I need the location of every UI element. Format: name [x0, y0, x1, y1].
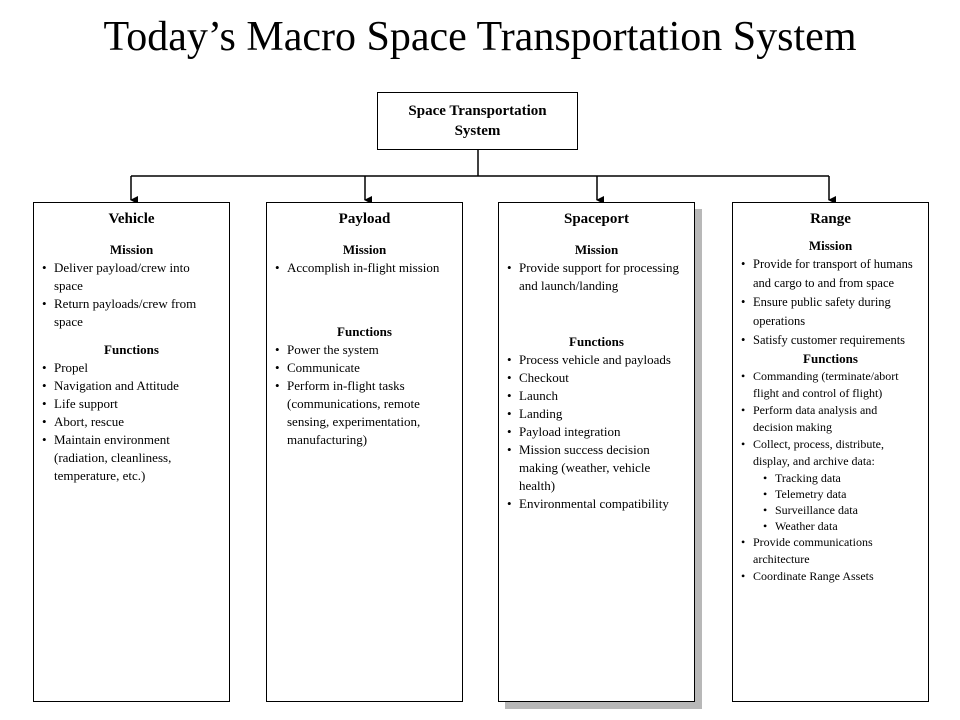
list-item: • Maintain environment (radiation, cleanliness, temperature, etc.)	[42, 431, 221, 485]
list-item: • Landing	[507, 405, 686, 423]
list-item: • Perform in-flight tasks (communications, remote sensing, experimentation, manufacturing)	[275, 377, 454, 449]
list-item: • Provide communications architecture	[741, 534, 920, 568]
list-item: • Telemetry data	[763, 486, 920, 502]
page-title: Today’s Macro Space Transportation System	[103, 14, 857, 60]
list-item: • Deliver payload/crew into space	[42, 259, 221, 295]
list-item: • Satisfy customer requirements	[741, 331, 920, 350]
payload-box	[266, 202, 463, 702]
spaceport-mission-list	[507, 259, 686, 295]
list-item: • Abort, rescue	[42, 413, 221, 431]
range-mission-list	[741, 255, 920, 350]
list-item: • Commanding (terminate/abort flight and control of flight)	[741, 368, 920, 402]
range-box	[732, 202, 929, 702]
payload-mission-heading: Mission	[342, 242, 387, 257]
list-item: • Environmental compatibility	[507, 495, 686, 513]
list-item: • Coordinate Range Assets	[741, 568, 920, 585]
list-item: • Propel	[42, 359, 221, 377]
range-data-types-list	[741, 470, 920, 534]
list-item: • Mission success decision making (weather, vehicle health)	[507, 441, 686, 495]
list-item: • Provide for transport of humans and cargo to and from space	[741, 255, 920, 293]
list-item: • Checkout	[507, 369, 686, 387]
list-item: • Navigation and Attitude	[42, 377, 221, 395]
vehicle-box	[33, 202, 230, 702]
payload-mission-list	[275, 259, 454, 277]
range-title: Range	[810, 211, 851, 227]
spaceport-box	[498, 202, 695, 702]
list-item: • Surveillance data	[763, 502, 920, 518]
payload-functions-list	[275, 341, 454, 449]
vehicle-mission-heading: Mission	[109, 242, 154, 257]
range-functions-heading: Functions	[803, 351, 858, 366]
list-item: • Communicate	[275, 359, 454, 377]
vehicle-title: Vehicle	[108, 211, 155, 227]
payload-title: Payload	[338, 211, 391, 227]
list-item: • Life support	[42, 395, 221, 413]
list-item: • Collect, process, distribute, display, and archive data:	[741, 436, 920, 470]
root-node-label-line2: System	[454, 123, 501, 139]
list-item: • Payload integration	[507, 423, 686, 441]
spaceport-functions-heading: Functions	[569, 334, 624, 349]
list-item: • Perform data analysis and decision making	[741, 402, 920, 436]
vehicle-mission-list	[42, 259, 221, 331]
list-item: • Power the system	[275, 341, 454, 359]
list-item: • Provide support for processing and launch/landing	[507, 259, 686, 295]
vehicle-functions-heading: Functions	[104, 342, 159, 357]
range-functions-more-list	[741, 534, 920, 585]
range-mission-heading: Mission	[808, 238, 853, 253]
spaceport-mission-heading: Mission	[574, 242, 619, 257]
list-item: • Ensure public safety during operations	[741, 293, 920, 331]
spaceport-title: Spaceport	[564, 211, 629, 227]
payload-functions-heading: Functions	[337, 324, 392, 339]
list-item: • Process vehicle and payloads	[507, 351, 686, 369]
list-item: • Return payloads/crew from space	[42, 295, 221, 331]
spaceport-functions-list	[507, 351, 686, 513]
root-node-label-line1: Space Transportation	[408, 103, 547, 119]
list-item: • Weather data	[763, 518, 920, 534]
list-item: • Launch	[507, 387, 686, 405]
list-item: • Tracking data	[763, 470, 920, 486]
list-item: • Accomplish in-flight mission	[275, 259, 454, 277]
range-functions-list	[741, 368, 920, 470]
vehicle-functions-list	[42, 359, 221, 485]
